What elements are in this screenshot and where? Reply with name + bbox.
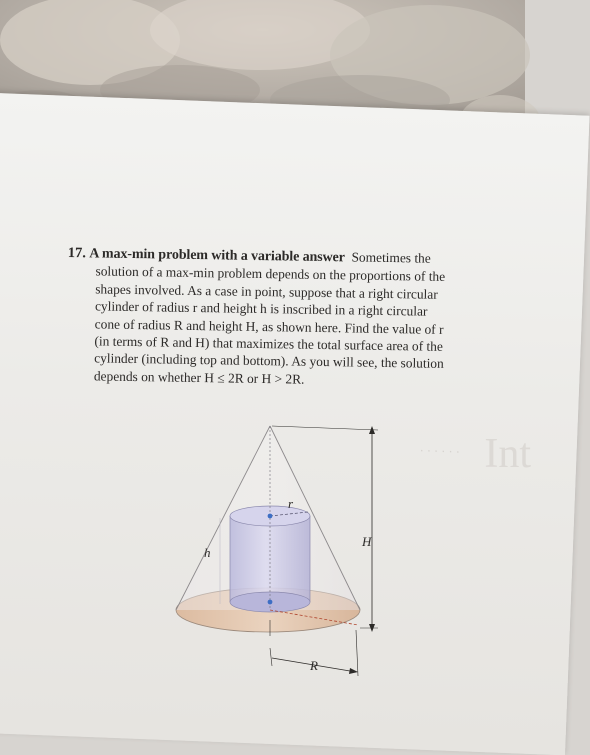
problem-number: 17. (67, 244, 87, 262)
height-H-guide-top (272, 426, 378, 430)
problem-line-4: cylinder of radius r and height h is inscribed in a right circular (94, 298, 428, 319)
cylinder-bottom-center (268, 600, 273, 605)
radius-R-guide-right (356, 630, 358, 676)
radius-R-arrow-right (349, 668, 358, 674)
cone-cylinder-figure (160, 420, 400, 700)
problem-17 (66, 244, 498, 391)
problem-title: A max-min problem with a variable answer (89, 246, 345, 266)
bleed-through-heading: Int (484, 431, 531, 477)
label-r: r (288, 496, 294, 511)
label-R: R (310, 658, 318, 673)
label-H: H (362, 534, 372, 549)
problem-line-3: shapes involved. As a case in point, suppose that a right circular (95, 281, 438, 302)
problem-line-8: depends on whether H ≤ 2R or H > 2R. (93, 368, 305, 387)
problem-line-5: cone of radius R and height H, as shown here. Find the value of r (94, 316, 444, 337)
problem-line-2: solution of a max-min problem depends on the proportions of the (95, 263, 446, 285)
cylinder-top-center (268, 514, 273, 519)
label-h: h (204, 545, 211, 560)
problem-line-7: cylinder (including top and bottom). As you will see, the solution (94, 350, 444, 372)
problem-line-1: Sometimes the (351, 249, 431, 266)
problem-line-6: (in terms of R and H) that maximizes the total surface area of the (94, 333, 443, 354)
bleed-through-text: . . . . . . (419, 439, 460, 456)
radius-R-guide-left (270, 648, 272, 666)
